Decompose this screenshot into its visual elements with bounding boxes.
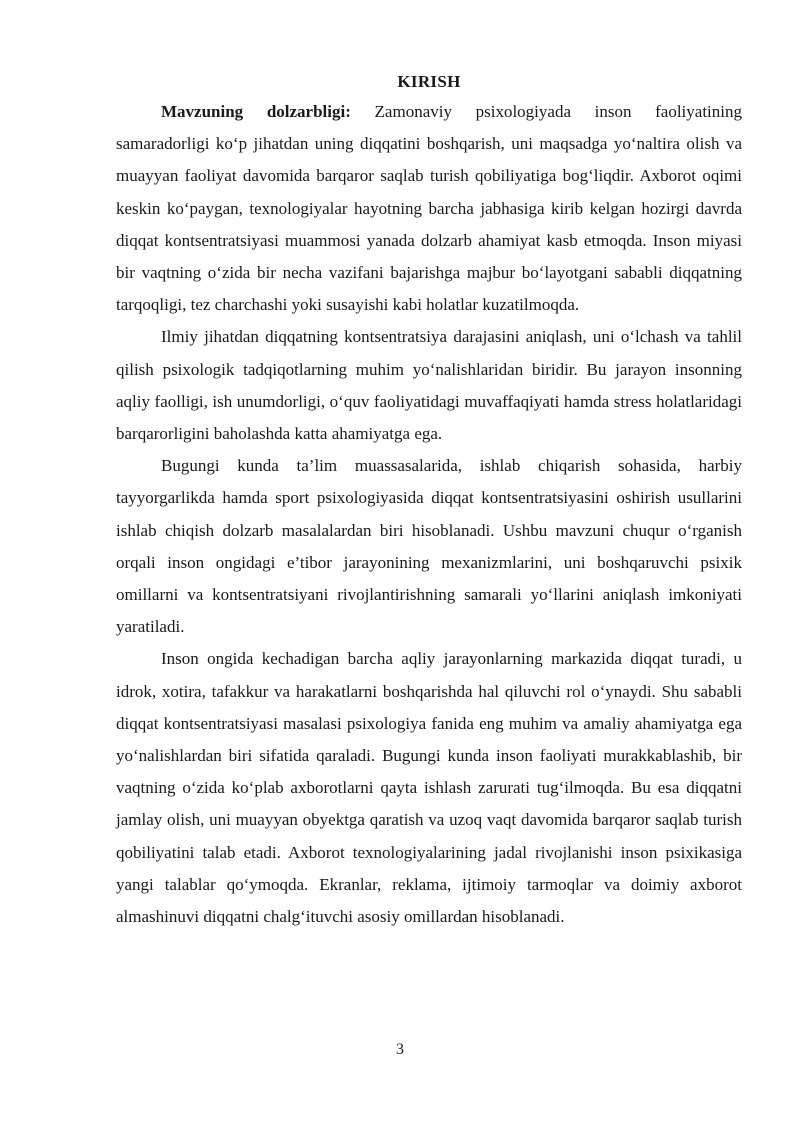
paragraph-text: Zamonaviy psixologiyada inson faoliyatining samaradorligi ko‘p jihatdan uning diqqatini boshqarish, uni maqsadga yo‘naltira olish va muayyan faoliyat davomida barqaror saqlab turish qobiliyatiga bog‘liqdir. Axborot oqimi keskin ko‘paygan, texnologiyalar hayotning barcha jabhasiga kirib kelgan hozirgi davrda diqqat kontsentratsiyasi muammosi yanada dolzarb ahamiyat kasb etmoqda. Inson miyasi bir vaqtning o‘zida bir necha vazifani bajarishga majbur bo‘layotgani sababli diqqatning tarqoqligi, tez charchashi yoki susayishi kabi holatlar kuzatilmoqda. [116,102,742,315]
paragraph-relevance [116,96,742,321]
paragraph: Inson ongida kechadigan barcha aqliy jarayonlarning markazida diqqat turadi, u idrok, xotira, tafakkur va harakatlarni boshqarishda hal qiluvchi rol o‘ynaydi. Shu sababli diqqat kontsentratsiyasi masalasi psixologiya fanida eng muhim va amaliy ahamiyatga ega yo‘nalishlardan biri sifatida qaraladi. Bugungi kunda inson faoliyati murakkablashib, bir vaqtning o‘zida ko‘plab axborotlarni qayta ishlash zarurati tug‘ilmoqda. Bu esa diqqatni jamlay olish, uni muayyan obyektga qaratish va uzoq vaqt davomida barqaror saqlab turish qobiliyatini talab etadi. Axborot texnologiyalarining jadal rivojlanishi inson psixikasiga yangi talablar qo‘ymoqda. Ekranlar, reklama, ijtimoiy tarmoqlar va doimiy axborot almashinuvi diqqatni chalg‘ituvchi asosiy omillardan hisoblanadi. [116,649,742,927]
paragraph: Ilmiy jihatdan diqqatning kontsentratsiya darajasini aniqlash, uni o‘lchash va tahlil qilish psixologik tadqiqotlarning muhim yo‘nalishlaridan biridir. Bu jarayon insonning aqliy faolligi, ish unumdorligi, o‘quv faoliyatidagi muvaffaqiyati hamda stress holatlaridagi barqarorligini baholashda katta ahamiyatga ega. [116,327,742,444]
relevance-label: Mavzuning dolzarbligi: [161,102,351,121]
paragraph: Bugungi kunda ta’lim muassasalarida, ishlab chiqarish sohasida, harbiy tayyorgarlikda hamda sport psixologiyasida diqqat kontsentratsiyasini oshirish usullarini ishlab chiqish dolzarb masalalardan biri hisoblanadi. Ushbu mavzuni chuqur o‘rganish orqali inson ongidagi e’tibor jarayonining mexanizmlarini, uni boshqaruvchi psixik omillarni va kontsentratsiyani rivojlantirishning samarali yo‘llarini aniqlash imkoniyati yaratiladi. [116,456,742,637]
section-title: KIRISH [397,72,461,91]
page-number: 3 [396,1041,404,1058]
document-page [116,72,742,933]
